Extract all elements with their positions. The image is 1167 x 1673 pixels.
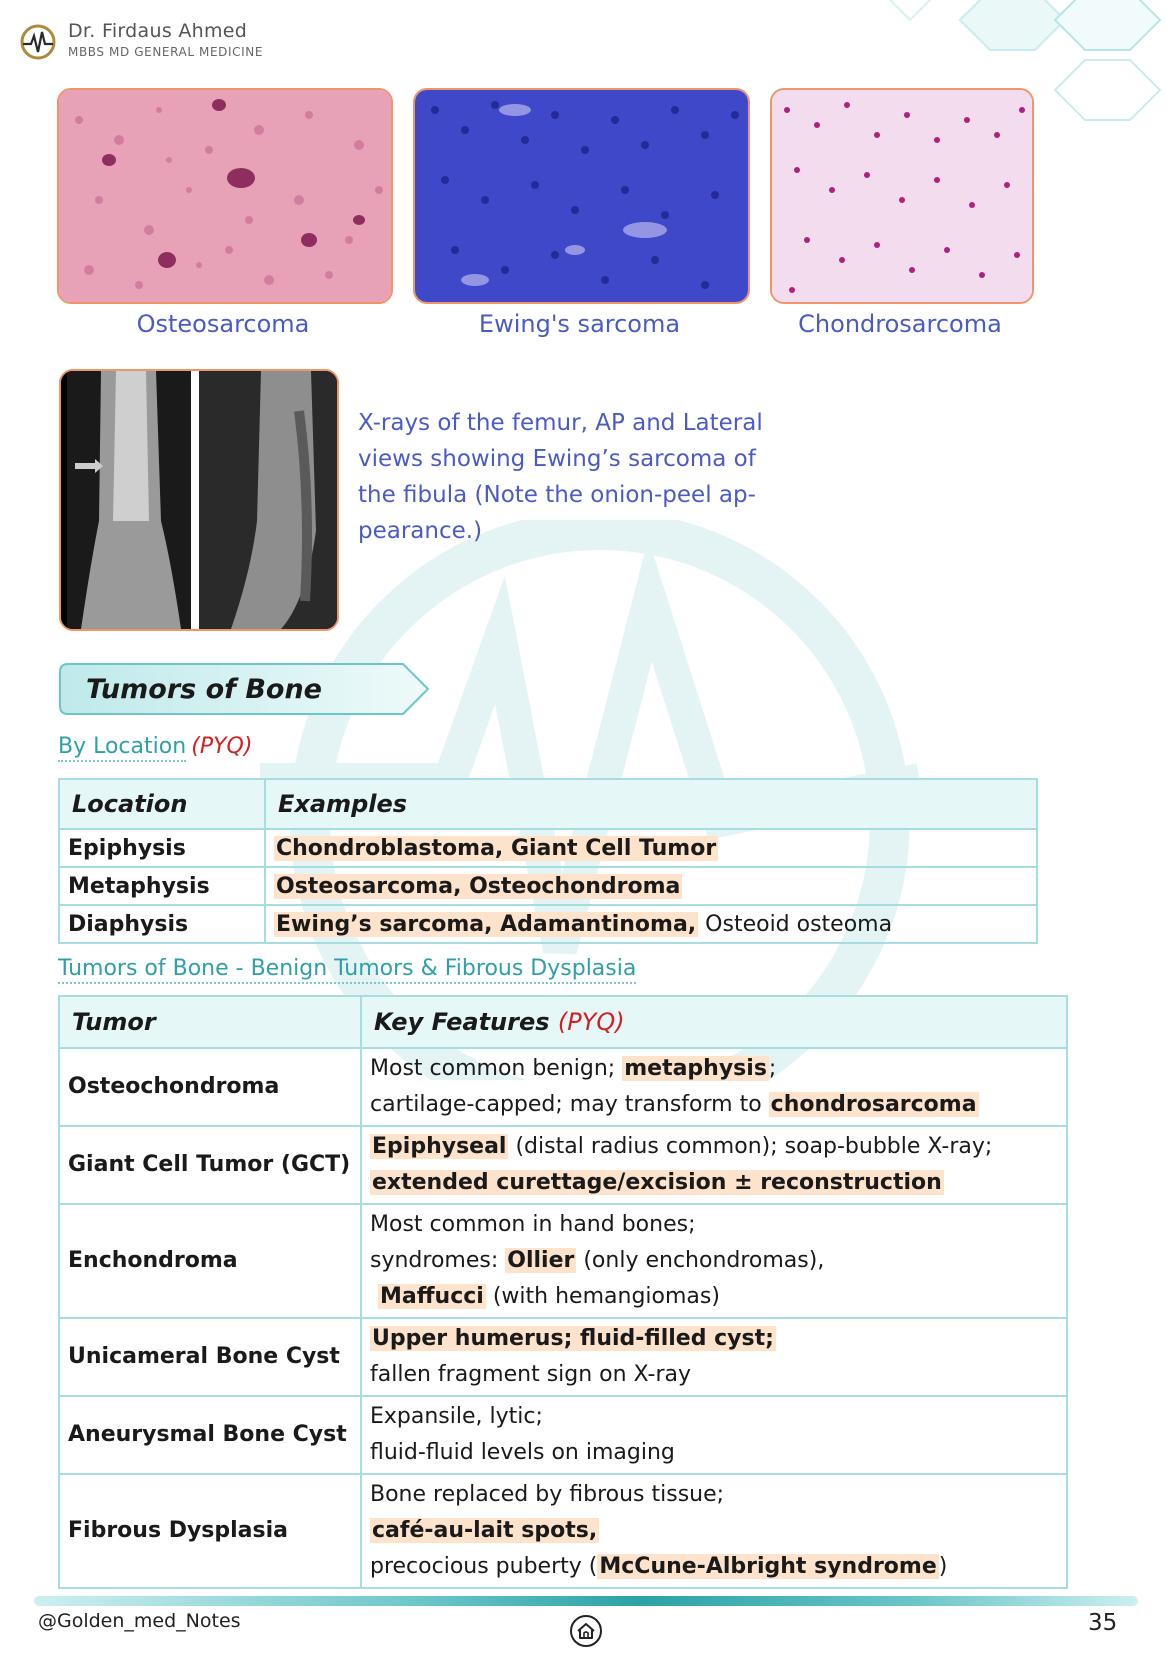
feature-highlight: metaphysis xyxy=(624,1056,767,1081)
by-location-label: By Location xyxy=(58,734,186,762)
features-cell xyxy=(361,1204,1067,1318)
feature-highlight: Ollier xyxy=(507,1248,575,1273)
osteosarcoma-histology-image xyxy=(57,88,393,304)
ewings-sarcoma-histology-image xyxy=(413,88,750,304)
feature-highlight: café-au-lait spots, xyxy=(372,1518,598,1543)
logo-icon xyxy=(18,22,58,62)
footer-handle: @Golden_med_Notes xyxy=(38,1610,241,1632)
feature-text: cartilage-capped; may transform to xyxy=(370,1092,769,1117)
table-row xyxy=(59,1048,1067,1126)
page-number: 35 xyxy=(1088,1610,1118,1636)
location-table xyxy=(58,778,1038,944)
feature-text: fluid-fluid levels on imaging xyxy=(370,1440,675,1465)
plain-examples: Osteoid osteoma xyxy=(698,911,893,937)
features-cell xyxy=(361,1126,1067,1204)
table-row xyxy=(59,1204,1067,1318)
location-cell: Epiphysis xyxy=(59,829,265,867)
tumor-name-cell: Aneurysmal Bone Cyst xyxy=(59,1396,361,1474)
location-cell: Metaphysis xyxy=(59,867,265,905)
tumor-name-cell: Enchondroma xyxy=(59,1204,361,1318)
feature-text: Most common in hand bones; xyxy=(370,1212,696,1237)
pyq-tag: (PYQ) xyxy=(191,734,253,759)
table-row xyxy=(59,1126,1067,1204)
author-credentials: MBBS MD GENERAL MEDICINE xyxy=(68,45,264,59)
feature-text: (only enchondromas), xyxy=(576,1248,825,1273)
table-row xyxy=(59,829,1037,867)
feature-highlight: Upper humerus; fluid-filled cyst; xyxy=(372,1326,774,1351)
footer-divider xyxy=(34,1596,1138,1606)
highlighted-examples: Osteosarcoma, Osteochondroma xyxy=(276,873,681,899)
examples-cell xyxy=(265,905,1037,943)
xray-description: X-rays of the femur, AP and Lateral views showing Ewing’s sarcoma of the fibula (Note the onion-peel ap-pearance.) xyxy=(358,410,763,544)
benign-tumors-table xyxy=(58,995,1068,1589)
feature-text: ; xyxy=(768,1056,777,1081)
table-row xyxy=(59,905,1037,943)
feature-text: fallen fragment sign on X-ray xyxy=(370,1362,692,1387)
tumor-name-cell: Unicameral Bone Cyst xyxy=(59,1318,361,1396)
table-header-row xyxy=(59,779,1037,829)
feature-highlight: McCune-Albright syndrome xyxy=(599,1554,937,1579)
column-header-location: Location xyxy=(59,779,265,829)
column-header-tumor: Tumor xyxy=(59,996,361,1048)
feature-text: syndromes: xyxy=(370,1248,506,1273)
table-row xyxy=(59,1474,1067,1588)
tumor-name-cell: Giant Cell Tumor (GCT) xyxy=(59,1126,361,1204)
feature-text: Bone replaced by fibrous tissue; xyxy=(370,1482,725,1507)
feature-highlight: chondrosarcoma xyxy=(770,1092,977,1117)
feature-text: (distal radius common); soap-bubble X-ray; xyxy=(508,1134,993,1159)
features-cell xyxy=(361,1396,1067,1474)
features-cell xyxy=(361,1318,1067,1396)
table-row xyxy=(59,1396,1067,1474)
chondrosarcoma-histology-image xyxy=(770,88,1034,304)
author-name: Dr. Firdaus Ahmed xyxy=(68,20,248,42)
tumor-name-cell: Osteochondroma xyxy=(59,1048,361,1126)
femur-xray-image xyxy=(59,369,339,631)
location-cell: Diaphysis xyxy=(59,905,265,943)
feature-highlight: extended curettage/excision ± reconstruction xyxy=(372,1170,942,1195)
table-row xyxy=(59,867,1037,905)
highlighted-examples: Chondroblastoma, Giant Cell Tumor xyxy=(276,835,717,861)
feature-highlight: Maffucci xyxy=(380,1284,484,1309)
feature-text: (with hemangiomas) xyxy=(485,1284,720,1309)
tumor-name-cell: Fibrous Dysplasia xyxy=(59,1474,361,1588)
highlighted-examples: Ewing’s sarcoma, Adamantinoma, xyxy=(276,911,697,937)
home-icon[interactable] xyxy=(569,1614,603,1648)
table-header-row xyxy=(59,996,1067,1048)
features-cell xyxy=(361,1048,1067,1126)
features-cell xyxy=(361,1474,1067,1588)
pyq-tag: (PYQ) xyxy=(557,1008,625,1036)
column-header-key-features xyxy=(361,996,1067,1048)
examples-cell xyxy=(265,867,1037,905)
by-location-heading xyxy=(58,734,252,759)
table-row xyxy=(59,1318,1067,1396)
feature-highlight: Epiphyseal xyxy=(372,1134,507,1159)
chondrosarcoma-caption: Chondrosarcoma xyxy=(798,310,1002,338)
benign-tumors-heading xyxy=(58,956,636,981)
benign-tumors-label: Tumors of Bone - Benign Tumors & Fibrous Dysplasia xyxy=(58,956,636,984)
osteosarcoma-caption: Osteosarcoma xyxy=(136,310,310,338)
feature-text: Most common benign; xyxy=(370,1056,623,1081)
feature-text: precocious puberty ( xyxy=(370,1554,598,1579)
feature-text: ) xyxy=(938,1554,948,1579)
section-title: Tumors of Bone xyxy=(86,674,322,705)
ewings-sarcoma-caption: Ewing's sarcoma xyxy=(478,310,681,338)
column-header-examples: Examples xyxy=(265,779,1037,829)
feature-text: Expansile, lytic; xyxy=(370,1404,543,1429)
key-features-label: Key Features xyxy=(374,1008,550,1036)
examples-cell xyxy=(265,829,1037,867)
